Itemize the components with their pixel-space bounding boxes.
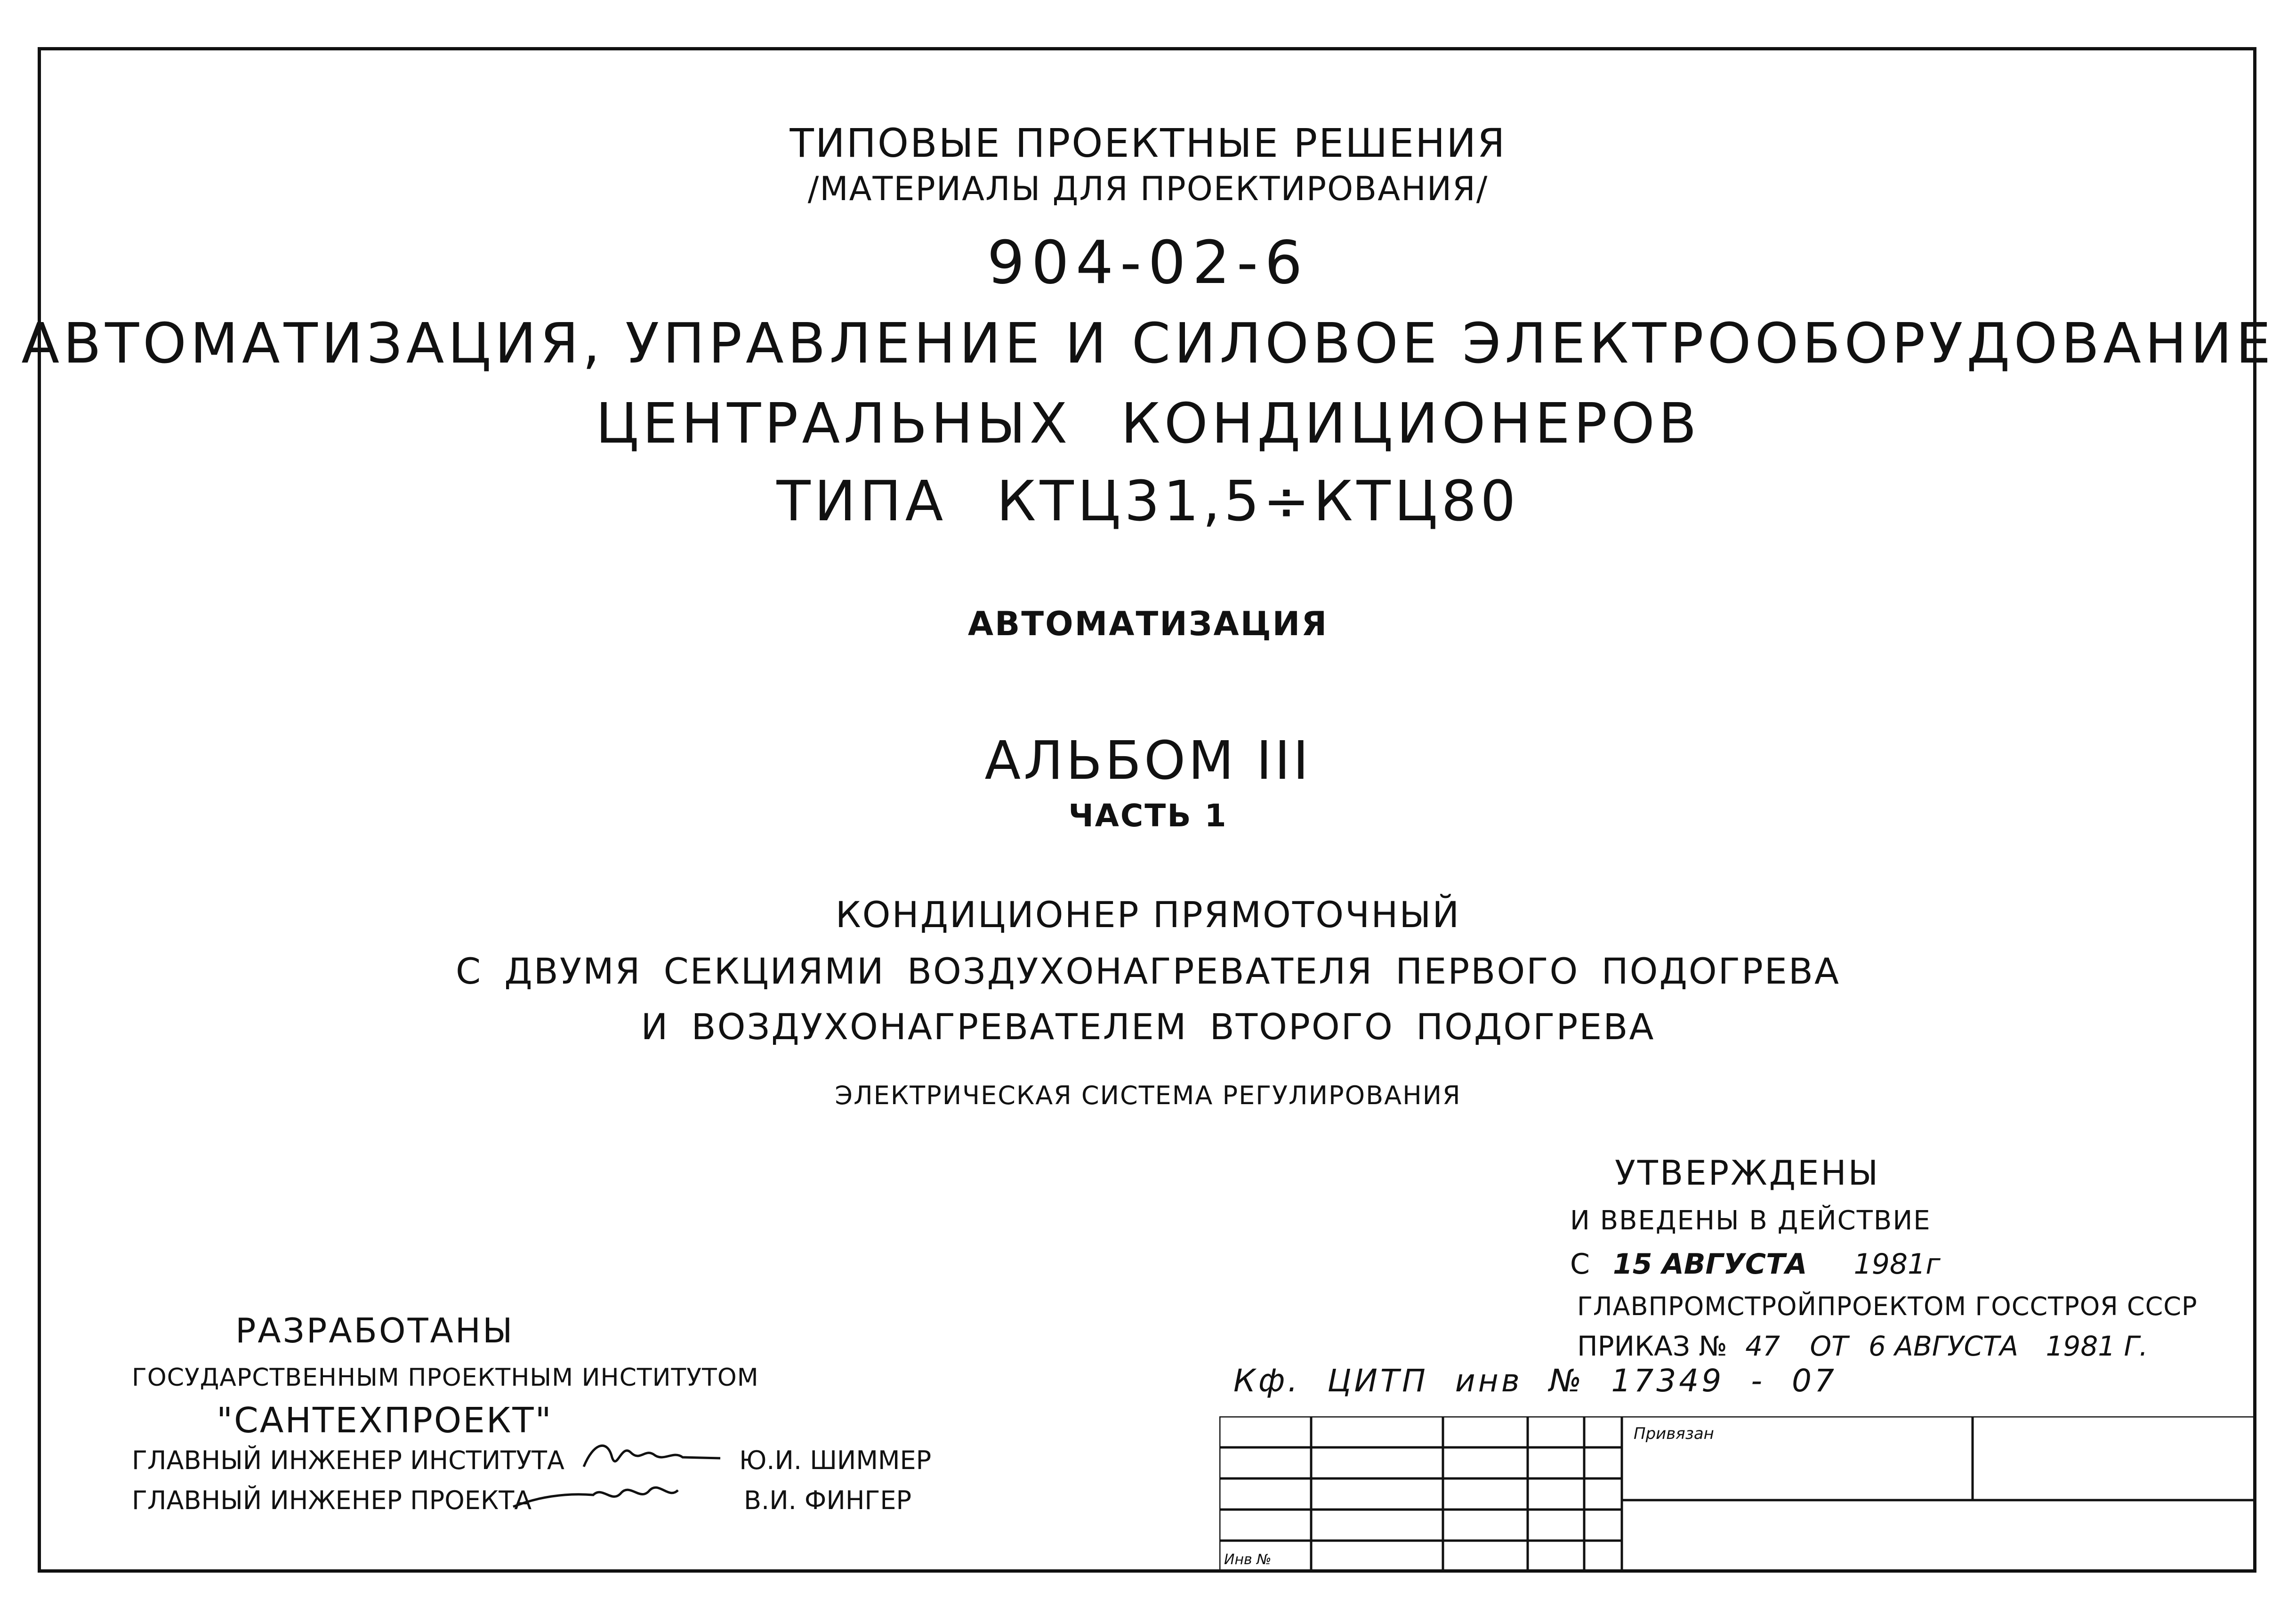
approval-order-year: 1981 Г. xyxy=(2046,1330,2148,1362)
chief-project-name: В.И. ФИНГЕР xyxy=(744,1486,912,1515)
developer-name: "САНТЕХПРОЕКТ" xyxy=(217,1400,553,1441)
description-line-2: С ДВУМЯ СЕКЦИЯМИ ВОЗДУХОНАГРЕВАТЕЛЯ ПЕРВОГО ПОДОГРЕВА xyxy=(456,950,1840,992)
chief-project-role: ГЛАВНЫЙ ИНЖЕНЕР ПРОЕКТА xyxy=(132,1486,532,1515)
project-code: 904-02-6 xyxy=(987,228,1309,297)
inventory-note: Кф. ЦИТП инв № 17349 - 07 xyxy=(1233,1363,1837,1399)
series-heading: ТИПОВЫЕ ПРОЕКТНЫЕ РЕШЕНИЯ xyxy=(790,120,1506,166)
approval-order-prefix: ПРИКАЗ № xyxy=(1577,1330,1727,1362)
album-part: ЧАСТЬ 1 xyxy=(1068,798,1228,834)
regulation-system: ЭЛЕКТРИЧЕСКАЯ СИСТЕМА РЕГУЛИРОВАНИЯ xyxy=(835,1081,1461,1110)
title-line-2: ЦЕНТРАЛЬНЫХ КОНДИЦИОНЕРОВ xyxy=(596,391,1700,456)
description-line-3: И ВОЗДУХОНАГРЕВАТЕЛЕМ ВТОРОГО ПОДОГРЕВА xyxy=(641,1006,1655,1048)
series-subtitle: /МАТЕРИАЛЫ ДЛЯ ПРОЕКТИРОВАНИЯ/ xyxy=(807,170,1489,208)
chief-institute-signature xyxy=(579,1434,734,1476)
approval-order-date: 6 АВГУСТА xyxy=(1869,1330,2019,1362)
approval-order xyxy=(1577,1332,2148,1360)
approval-line: И ВВЕДЕНЫ В ДЕЙСТВИЕ xyxy=(1570,1205,1931,1236)
title-line-3: ТИПА КТЦ31,5÷КТЦ80 xyxy=(776,468,1520,533)
title-line-1: АВТОМАТИЗАЦИЯ, УПРАВЛЕНИЕ И СИЛОВОЕ ЭЛЕКТРООБОРУДОВАНИЕ xyxy=(21,311,2275,376)
chief-project-signature xyxy=(508,1471,706,1514)
title-block xyxy=(1219,1416,2256,1573)
approval-heading: УТВЕРЖДЕНЫ xyxy=(1615,1153,1880,1193)
approval-date-value: 15 АВГУСТА xyxy=(1612,1248,1807,1281)
developer-institute: ГОСУДАРСТВЕННЫМ ПРОЕКТНЫМ ИНСТИТУТОМ xyxy=(132,1364,759,1392)
approval-date-year: 1981г xyxy=(1853,1248,1941,1281)
description-line-1: КОНДИЦИОНЕР ПРЯМОТОЧНЫЙ xyxy=(835,894,1461,936)
title-block-grid xyxy=(1219,1416,2256,1573)
privyazan-label: Привязан xyxy=(1634,1424,1714,1443)
approval-order-number: 47 xyxy=(1745,1330,1780,1362)
inv-number-label: Инв № xyxy=(1224,1551,1272,1568)
approval-date-prefix: С xyxy=(1570,1248,1590,1281)
section-heading: АВТОМАТИЗАЦИЯ xyxy=(967,605,1329,643)
approval-date xyxy=(1570,1248,1941,1281)
chief-institute-role: ГЛАВНЫЙ ИНЖЕНЕР ИНСТИТУТА xyxy=(132,1445,564,1475)
album-label: АЛЬБОМ III xyxy=(984,730,1312,791)
approval-order-from: ОТ xyxy=(1810,1330,1848,1362)
approval-authority: ГЛАВПРОМСТРОЙПРОЕКТОМ ГОССТРОЯ СССР xyxy=(1577,1292,2198,1321)
chief-institute-name: Ю.И. ШИММЕР xyxy=(739,1445,932,1475)
developer-heading: РАЗРАБОТАНЫ xyxy=(235,1311,515,1350)
